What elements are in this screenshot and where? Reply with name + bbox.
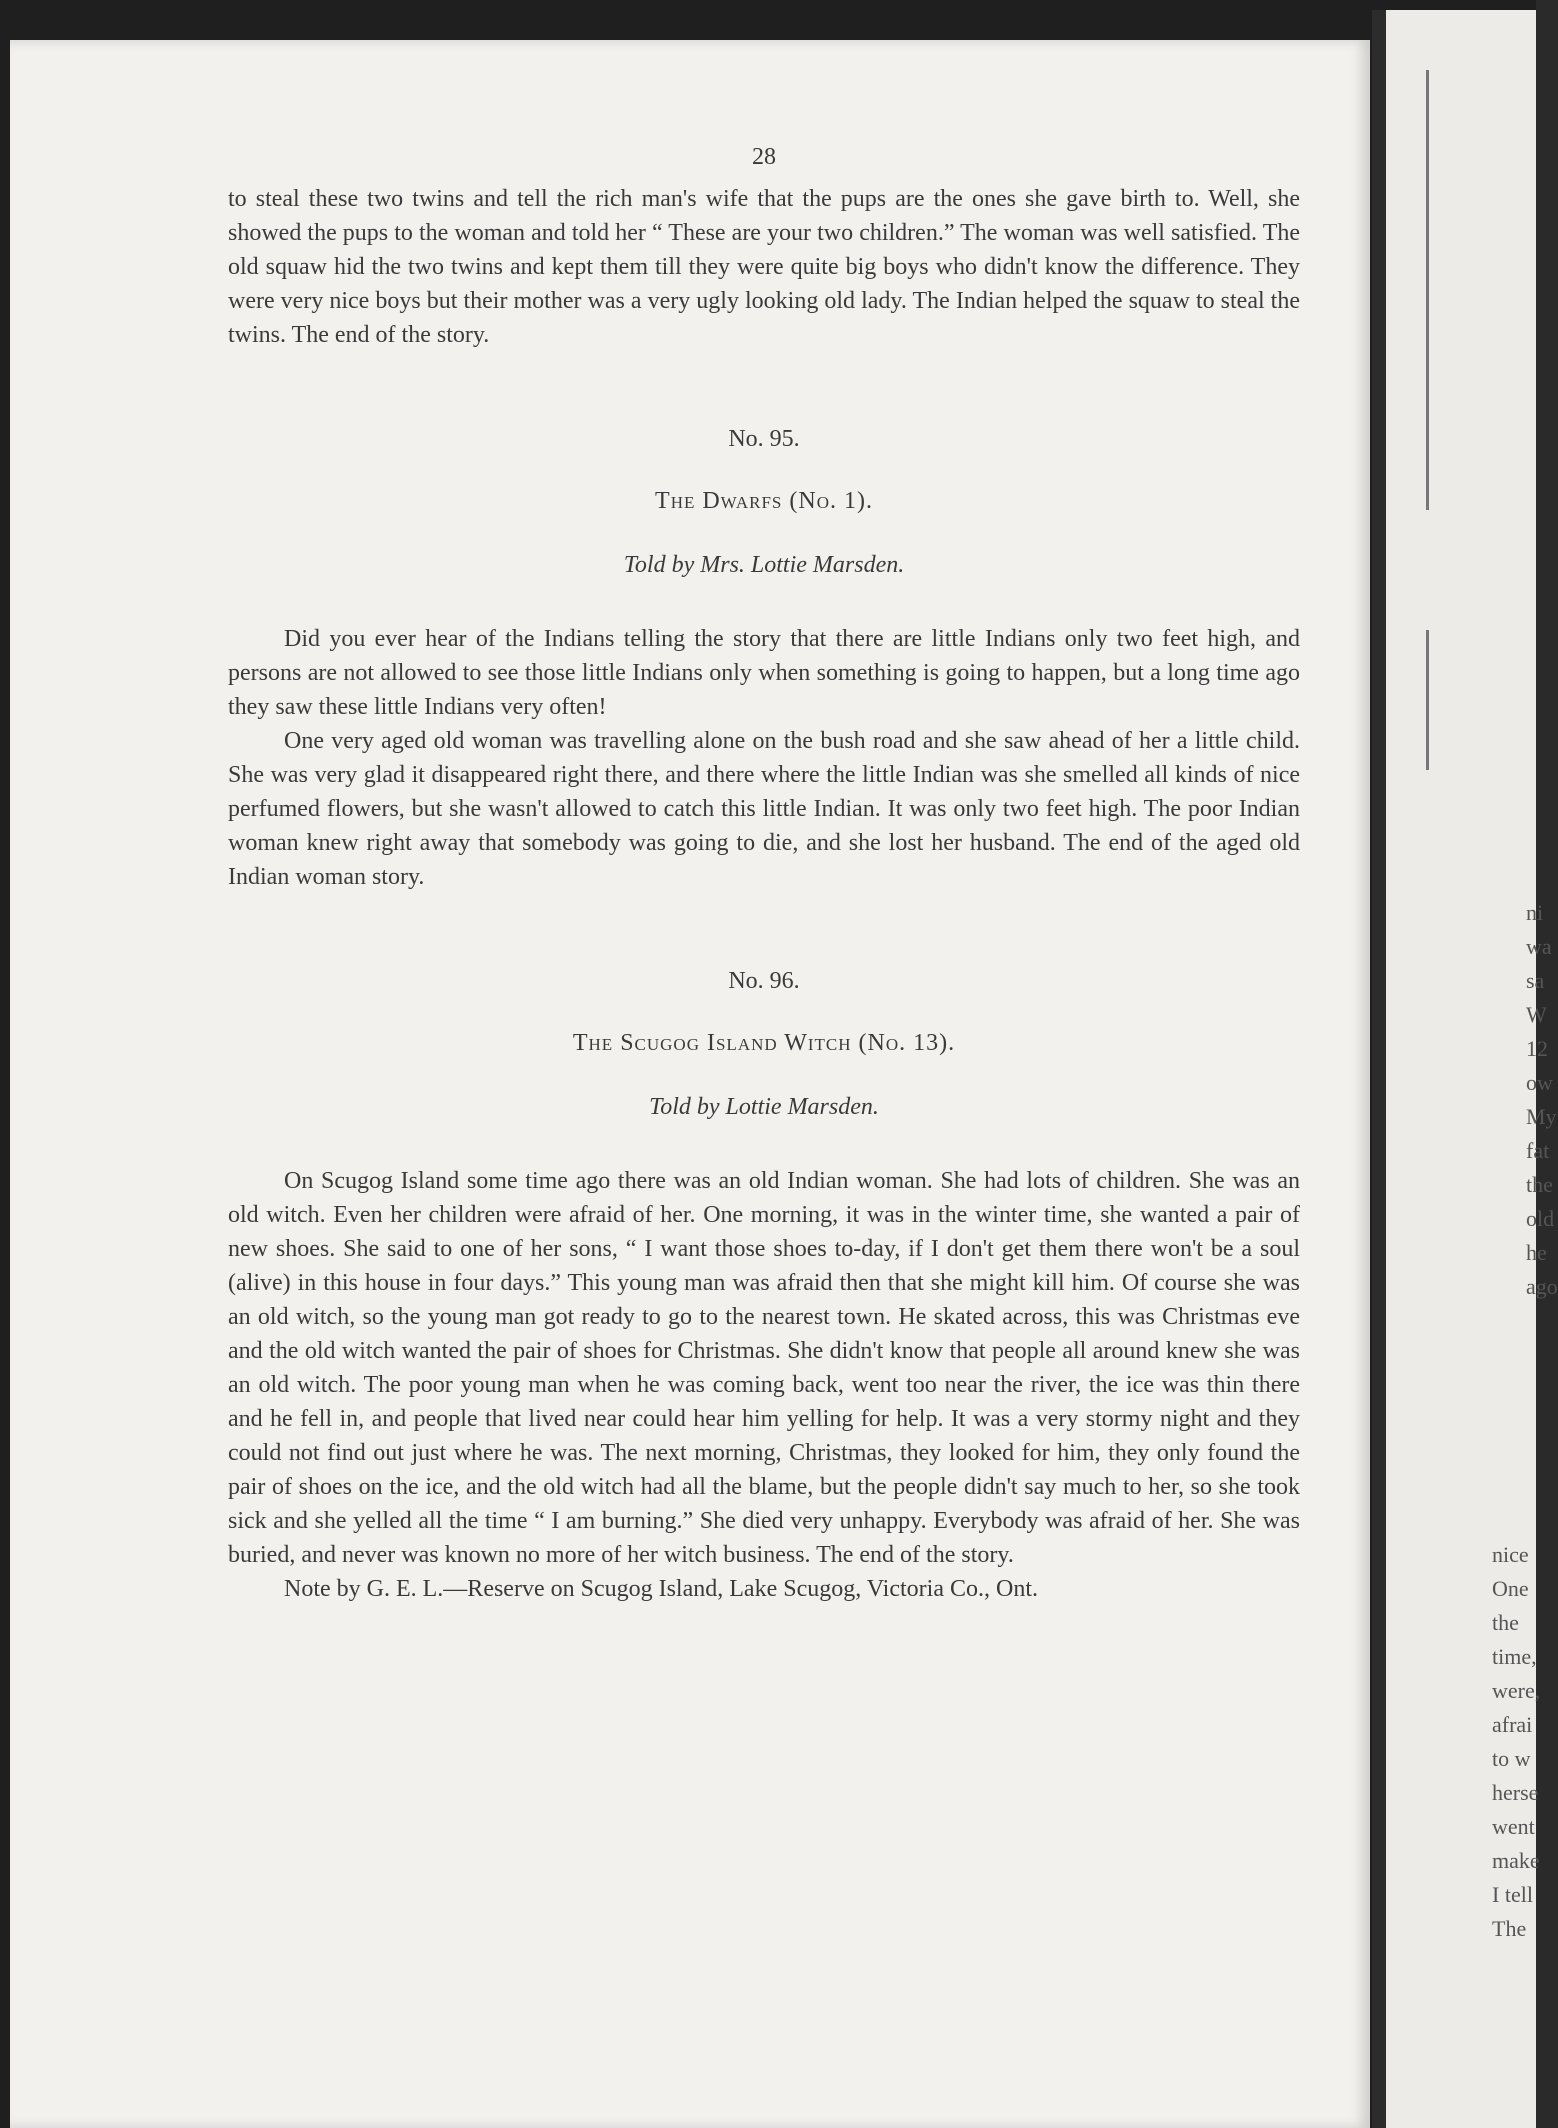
page-number: 28 <box>752 144 776 170</box>
facing-fragment: ow <box>1526 1070 1553 1095</box>
facing-fragment: make <box>1492 1848 1540 1873</box>
story-number: No. 96. <box>728 968 800 994</box>
facing-fragment: One <box>1492 1576 1529 1601</box>
story-96 <box>228 964 1300 1606</box>
facing-fragment: ago <box>1526 1274 1558 1299</box>
story-title: The Dwarfs (No. 1). <box>655 488 873 514</box>
facing-fragment: the <box>1526 1172 1553 1197</box>
facing-fragment: the <box>1492 1610 1519 1635</box>
story-teller: Told by Lottie Marsden. <box>649 1094 879 1120</box>
binding-mark <box>1426 70 1429 510</box>
facing-fragment: 12 <box>1526 1036 1548 1061</box>
intro-paragraph: to steal these two twins and tell the rich man's wife that the pups are the ones she gave birth to. Well, she showed the pups to the woman and told her “ These are your two children.” The woman was well satisfied. The old squaw hid the two twins and kept them till they were quite big boys who didn't know the difference. They were very nice boys but their mother was a very ugly looking old lady. The Indian helped the squaw to steal the twins. The end of the story. <box>228 186 1300 348</box>
facing-fragment: time, <box>1492 1644 1537 1669</box>
facing-fragment: ni <box>1526 900 1544 925</box>
story-title: The Scugog Island Witch (No. 13). <box>572 1030 956 1056</box>
facing-fragment: old <box>1526 1206 1555 1231</box>
facing-fragment: wa <box>1526 934 1552 959</box>
facing-fragment: were, <box>1492 1678 1541 1703</box>
facing-fragment: The <box>1492 1916 1527 1941</box>
page-text-block <box>228 140 1300 1606</box>
story-number: No. 95. <box>728 426 800 452</box>
facing-fragment: herse <box>1492 1780 1539 1805</box>
facing-fragment: nice <box>1492 1542 1529 1567</box>
facing-fragment: sa <box>1526 968 1545 993</box>
facing-page-edge <box>1372 10 1558 2128</box>
story-paragraph: One very aged old woman was travelling alone on the bush road and she saw ahead of her a little child. She was very glad it disappeared right there, and there where the little Indian was she smelled all kinds of nice perfumed flowers, but she wasn't allowed to catch this little Indian. It was only two feet high. The poor Indian woman knew right away that somebody was going to die, and she lost her husband. The end of the aged old Indian woman story. <box>228 728 1300 890</box>
story-95 <box>228 422 1300 894</box>
facing-fragment: he <box>1526 1240 1547 1265</box>
book-page <box>10 40 1370 2128</box>
story-paragraph: Did you ever hear of the Indians telling the story that there are little Indians only two feet high, and persons are not allowed to see those little Indians only when something is going to happen, but a long time ago they saw these little Indians very often! <box>228 626 1300 720</box>
facing-fragment: fat <box>1526 1138 1550 1163</box>
facing-fragment: afrai <box>1492 1712 1533 1737</box>
binding-mark <box>1426 630 1429 770</box>
facing-fragment: to w <box>1492 1746 1531 1771</box>
editor-note: Note by G. E. L.—Reserve on Scugog Island, Lake Scugog, Victoria Co., Ont. <box>284 1576 1038 1602</box>
story-teller: Told by Mrs. Lottie Marsden. <box>623 552 905 578</box>
story-paragraph: On Scugog Island some time ago there was an old Indian woman. She had lots of children. She was an old witch. Even her children were afraid of her. One morning, it was in the winter time, she wanted a pair of new shoes. She said to one of her sons, “ I want those shoes to-day, if I don't get them there won't be a soul (alive) in this house in four days.” This young man was afraid then that she might kill him. Of course she was an old witch, so the young man got ready to go to the nearest town. He skated across, this was Christmas eve and the old witch wanted the pair of shoes for Christmas. She didn't know that people all around knew she was an old witch. The poor young man when he was coming back, went too near the river, the ice was thin there and he fell in, and people that lived near could hear him yelling for help. It was a very stormy night and they could not find out just where he was. The next morning, Christmas, they looked for him, they only found the pair of shoes on the ice, and the old witch had all the blame, but the people didn't say much to her, so she took sick and she yelled all the time “ I am burning.” She died very unhappy. Everybody was afraid of her. She was buried, and never was known no more of her witch business. The end of the story. <box>228 1168 1300 1568</box>
facing-fragment: W <box>1526 1002 1547 1027</box>
facing-fragment: I tell <box>1492 1882 1533 1907</box>
facing-fragment: My <box>1526 1104 1557 1129</box>
facing-fragment: went <box>1492 1814 1535 1839</box>
